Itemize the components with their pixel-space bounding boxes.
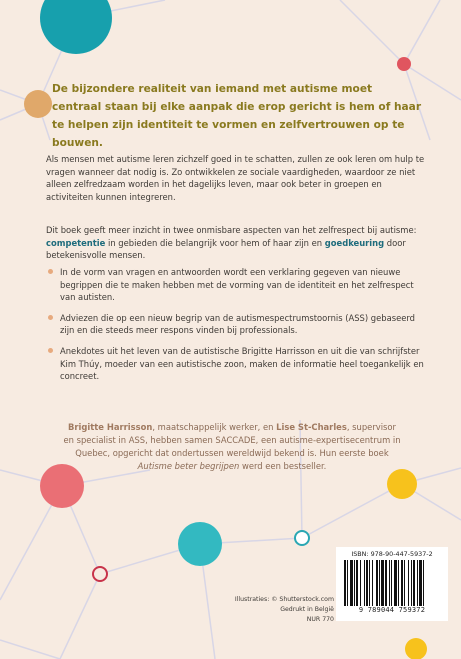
author-bio-text-3: werd een bestseller. <box>239 461 327 471</box>
bullet-dot-icon <box>48 315 53 320</box>
teal-circle <box>40 0 112 54</box>
author-name-2: Lise St-Charles <box>276 422 347 432</box>
list-item-text: Anekdotes uit het leven van de autistische Brigitte Harrisson en uit die van schrijfster Kim Thúy, moeder van een autistische zoon, maken de informatie heel toegankelijk en concreet. <box>60 345 424 382</box>
aspects-text-2: in gebieden die belangrijk voor hem of haar zijn en <box>105 237 325 248</box>
aspects-text-1: Dit boek geeft meer inzicht in twee onmisbare aspecten van het zelfrespect bij autisme: <box>46 225 417 235</box>
printed-in: Gedrukt in België <box>280 606 334 613</box>
list-item <box>46 345 430 383</box>
ring-red <box>93 567 107 581</box>
barcode-number: 9 789044 759372 <box>358 606 426 614</box>
feature-list <box>46 266 430 391</box>
teal-circle-small <box>178 522 222 566</box>
list-item <box>46 266 430 304</box>
orange-circle <box>24 90 52 118</box>
author-bio <box>62 421 402 473</box>
term-competentie: competentie <box>46 237 106 248</box>
barcode-icon <box>342 560 442 606</box>
aspects-paragraph <box>46 224 426 262</box>
author-name-1: Brigitte Harrisson <box>68 422 153 432</box>
list-item-text: Adviezen die op een nieuw begrip van de autismespectrumstoornis (ASS) gebaseerd zijn en die steeds meer respons vinden bij professionals. <box>60 312 415 336</box>
author-bio-text-2: , supervisor en specialist in ASS, hebben samen SACCADE, een autisme-expertisecentrum in Quebec, opgericht dat ondertussen wereldwijd bekend is. Hun eerste boek <box>63 422 401 458</box>
yellow-dot <box>405 638 427 659</box>
yellow-circle <box>387 469 417 499</box>
bullet-dot-icon <box>48 269 53 274</box>
book-title: Autisme beter begrijpen <box>137 461 240 471</box>
ring-teal <box>295 531 309 545</box>
list-item-text: In de vorm van vragen en antwoorden wordt een verklaring gegeven van nieuwe begrippen die te maken hebben met de vorming van de identiteit en het zelfrespect van autisten. <box>60 267 414 303</box>
credits <box>212 595 334 625</box>
red-dot <box>397 57 411 71</box>
aspects-text-3: door betekenisvolle mensen. <box>46 237 406 261</box>
bullet-dot-icon <box>48 348 53 353</box>
illustration-credit: Illustraties: © Shutterstock.com <box>234 596 334 603</box>
intro-paragraph: Als mensen met autisme leren zichzelf goed in te schatten, zullen ze ook leren om hulp te vragen wanneer dat nodig is. Zo ontwikkelen ze sociale vaardigheden, waardoor ze niet alleen zelfredzaam worden in het dagelijks leven, maar ook beter in groepen en activiteiten kunnen integreren. <box>46 154 425 202</box>
isbn-label: ISBN: 978-90-447-5937-2 <box>351 550 433 558</box>
nur-code: NUR 770 <box>306 616 334 623</box>
author-bio-text-1: , maatschappelijk werker, en <box>152 422 277 432</box>
term-goedkeuring: goedkeuring <box>324 237 385 248</box>
barcode-box <box>336 547 448 621</box>
cover-blurb: De bijzondere realiteit van iemand met autisme moet centraal staan bij elke aanpak die erop gericht is hem of haar te helpen zijn identiteit te vormen en zelfvertrouwen op te bouwen. <box>52 83 422 149</box>
list-item <box>46 312 430 337</box>
